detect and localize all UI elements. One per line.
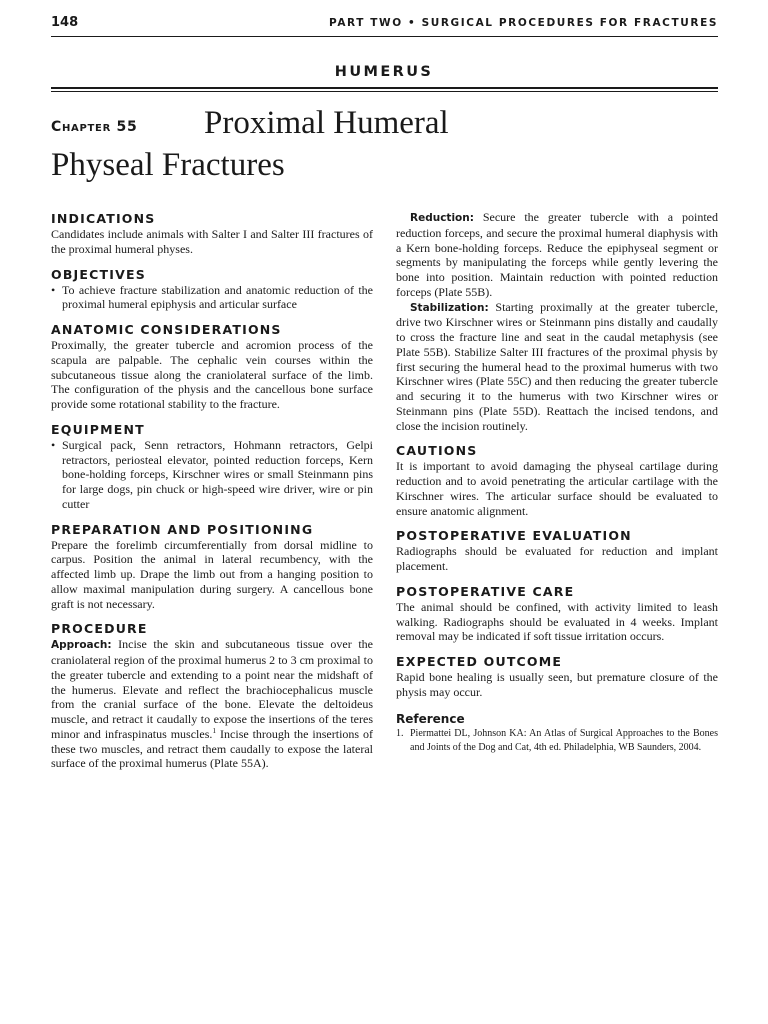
- section-rule-thick: [51, 87, 718, 89]
- section-title: HUMERUS: [334, 64, 434, 80]
- reference-text: Piermattei DL, Johnson KA: An Atlas of Surgical Approaches to the Bones and Joints of the Dog and Cat, 4th ed. Philadelphia, WB Saunders, 2004.: [410, 727, 718, 754]
- reference-list: [396, 727, 718, 757]
- stabilization-label: Stabilization:: [410, 301, 489, 314]
- objectives-list: [51, 283, 373, 313]
- chapter-label: Chapter 55: [51, 119, 138, 135]
- reduction-label: Reduction:: [410, 212, 474, 224]
- expected-outcome-heading: EXPECTED OUTCOME: [396, 654, 563, 669]
- running-head: [51, 14, 718, 37]
- approach-text-2: Incise through the insertions of these two muscles, and retract them caudally to expose the lateral surface of the proximal humerus (Plate 55A).: [51, 726, 373, 771]
- cautions-text: It is important to avoid damaging the physeal cartilage during reduction and to avoid penetrating the articular cartilage with the Kirschner wires. The articular surface should be evaluated to ensure anatomic alignment.: [396, 459, 718, 518]
- equipment-heading: EQUIPMENT: [51, 421, 145, 437]
- stabilization-text: Starting proximally at the greater tubercle, drive two Kirschner wires or Steinmann pins distally and caudally to cross the fracture line and seat in the caudal metaphysis (see Plate 55B). Stabilize Salter III fractures of the proximal physis by first securing the humeral head to the proximal humerus with two Kirschner wires (Plate 55C) and then reducing the greater tubercle and securing it to the humerus with two Kirschner wires or Steinmann pins (Plate 55D). Reattach the incised tendons, and close the incision routinely.: [396, 299, 718, 433]
- stabilization-paragraph: [396, 300, 718, 434]
- section-rule-thin: [51, 91, 718, 92]
- equipment-list: [51, 438, 373, 512]
- anatomic-considerations-heading: ANATOMIC CONSIDERATIONS: [51, 322, 282, 337]
- approach-ref-superscript: 1: [212, 725, 217, 735]
- postoperative-evaluation-heading: POSTOPERATIVE EVALUATION: [396, 528, 632, 544]
- chapter-title-line2: Physeal Fractures: [51, 147, 285, 183]
- preparation-heading: PREPARATION AND POSITIONING: [51, 521, 314, 537]
- postoperative-care-heading: POSTOPERATIVE CARE: [396, 583, 575, 599]
- approach-label: Approach:: [51, 639, 112, 652]
- running-title: PART TWO • SURGICAL PROCEDURES FOR FRACTURES: [329, 17, 718, 29]
- chapter-title-line1: Proximal Humeral: [204, 105, 449, 141]
- objectives-item: • To achieve fracture stabilization and anatomic reduction of the proximal humeral epiphysis and articular surface: [51, 283, 373, 313]
- indications-text: Candidates include animals with Salter I and Salter III fractures of the proximal humeral physes.: [51, 227, 373, 256]
- procedure-heading: PROCEDURE: [51, 621, 148, 637]
- indications-heading: INDICATIONS: [51, 211, 156, 226]
- reference-heading: Reference: [396, 711, 465, 726]
- approach-text-1: Incise the skin and subcutaneous tissue over the craniolateral region of the proximal humerus 2 to 3 cm proximal to the greater tubercle and extending to a point near the midshaft of the humerus. Elevate and reflect the brachiocephalicus muscle from the cranial surface of the bone. Elevate the deltoideus muscle, and retract it caudally to expose the insertions of the teres minor and infraspinatus muscles.: [51, 637, 373, 741]
- reduction-text: Secure the greater tubercle with a pointed reduction forceps, and secure the proximal humeral diaphysis with a Kern bone-holding forceps. Reduce the epiphyseal segment or segments by manipulating the forceps while gently levering the bone into position. Maintain reduction with pointed reduction forceps (Plate 55B).: [396, 210, 718, 299]
- reduction-paragraph: [396, 210, 718, 300]
- expected-outcome-text: Rapid bone healing is usually seen, but premature closure of the physis may occur.: [396, 670, 718, 699]
- approach-paragraph: [51, 637, 373, 771]
- postoperative-care-text: The animal should be confined, with activity limited to leash walking. Radiographs should be evaluated in 4 weeks. Implant removal may be indicated if soft tissue irritation occurs.: [396, 599, 718, 644]
- page-number: 148: [51, 15, 79, 30]
- postoperative-evaluation-text: Radiographs should be evaluated for reduction and implant placement.: [396, 544, 718, 573]
- reference-item: [396, 727, 718, 757]
- reference-number: 1.: [396, 727, 404, 739]
- left-column: [51, 210, 373, 771]
- anatomic-considerations-text: Proximally, the greater tubercle and acromion process of the scapula are palpable. The cephalic vein courses within the subcutaneous tissue along the craniolateral surface of the limb. The configuration of the physis and the cancellous bone surface provide some rotational stability to the fracture.: [51, 338, 373, 411]
- preparation-text: Prepare the forelimb circumferentially from dorsal midline to carpus. Position the animal in lateral recumbency, with the affected limb up. Drape the limb out from a hanging position to allow maximal manipulation during surgery. A cancellous bone graft is not necessary.: [51, 537, 373, 611]
- right-column: [396, 210, 718, 756]
- cautions-heading: CAUTIONS: [396, 443, 478, 459]
- equipment-item: • Surgical pack, Senn retractors, Hohmann retractors, Gelpi retractors, periosteal elevator, pointed reduction forceps, Kern bone-holding forceps, Kirschner wires or small Steinmann pins for large dogs, pin chuck or high-speed wire driver, wire or pin cutter: [51, 438, 373, 512]
- objectives-heading: OBJECTIVES: [51, 266, 146, 282]
